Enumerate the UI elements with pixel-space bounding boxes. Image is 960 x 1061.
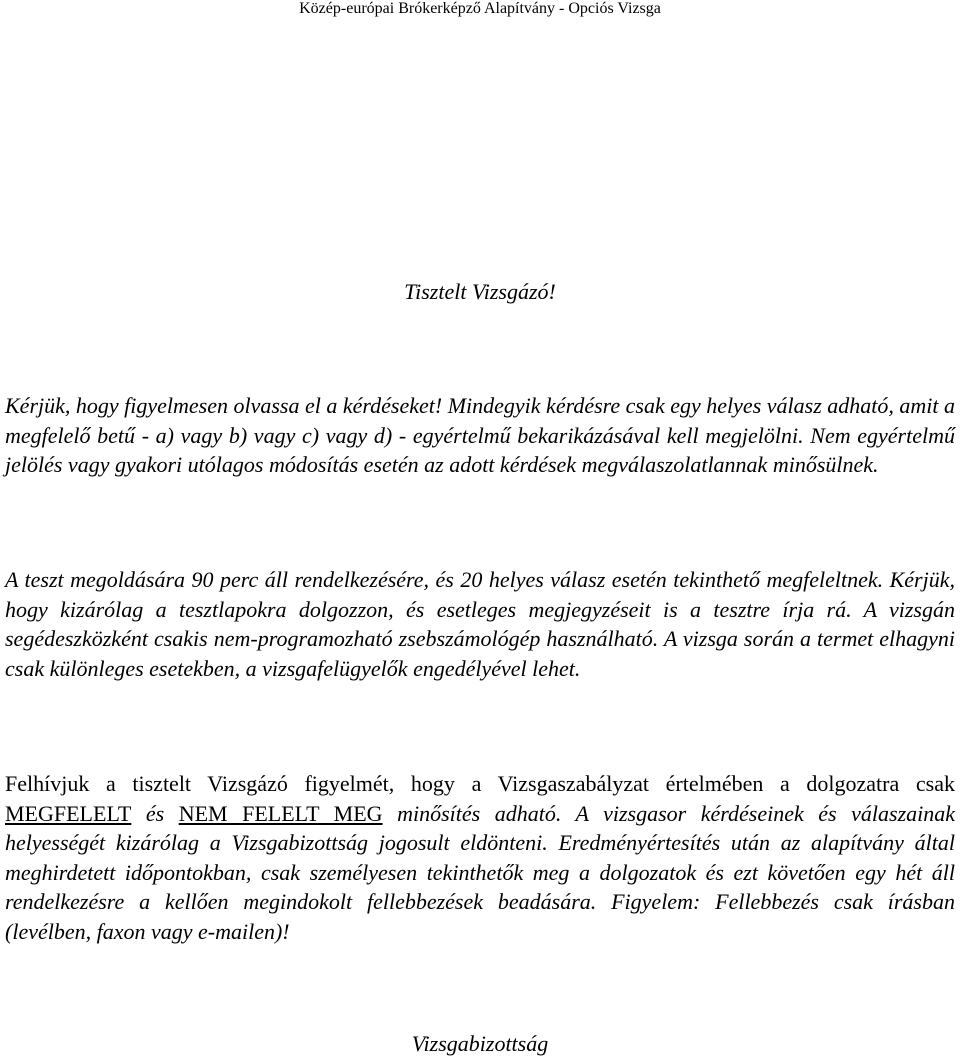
evaluation-text-2: és <box>131 800 179 826</box>
evaluation-text-3: minősítés adható. A vizsgasor kérdéseinek és válaszainak helyességét kizárólag a Vizsgabizottság jogosult eldönteni. Eredményértesítés után az alapítvány által meghirdetett időpontokban, csak személyesen tekinthetők meg a dolgozatok és ezt követően egy hét áll rendelkezésre a kellően megindokolt fellebbezések beadására. <box>5 800 956 914</box>
appeal-notice: Figyelem: Fellebbezés csak írásban (levélben, faxon vagy e-mailen)! <box>5 889 955 944</box>
grade-pass: MEGFELELT <box>5 800 132 826</box>
signature: Vizsgabizottság <box>411 1031 549 1056</box>
greeting: Tisztelt Vizsgázó! <box>404 279 556 304</box>
grade-fail: NEM FELELT MEG <box>178 800 383 826</box>
evaluation-paragraph <box>5 769 955 946</box>
page-header: Közép-európai Brókerképző Alapítvány - Opciós Vizsga <box>299 0 661 17</box>
rules-paragraph: A teszt megoldására 90 perc áll rendelkezésére, és 20 helyes válasz esetén tekinthető megfeleltnek. Kérjük, hogy kizárólag a tesztlapokra dolgozzon, és esetleges megjegyzéseit is a tesztre írja rá. A vizsgán segédeszközként csakis nem-programozható zsebszámológép használható. A vizsga során a termet elhagyni csak különleges esetekben, a vizsgafelügyelők engedélyével lehet. <box>5 567 955 681</box>
instructions-paragraph: Kérjük, hogy figyelmesen olvassa el a kérdéseket! Mindegyik kérdésre csak egy helyes válasz adható, amit a megfelelő betű - a) vagy b) vagy c) vagy d) - egyértelmű bekarikázásával kell megjelölni. Nem egyértelmű jelölés vagy gyakori utólagos módosítás esetén az adott kérdések megválaszolatlannak minősülnek. <box>5 393 955 477</box>
evaluation-text-1: Felhívjuk a tisztelt Vizsgázó figyelmét, hogy a Vizsgaszabályzat értelmében a dolgozatra csak <box>5 771 955 796</box>
